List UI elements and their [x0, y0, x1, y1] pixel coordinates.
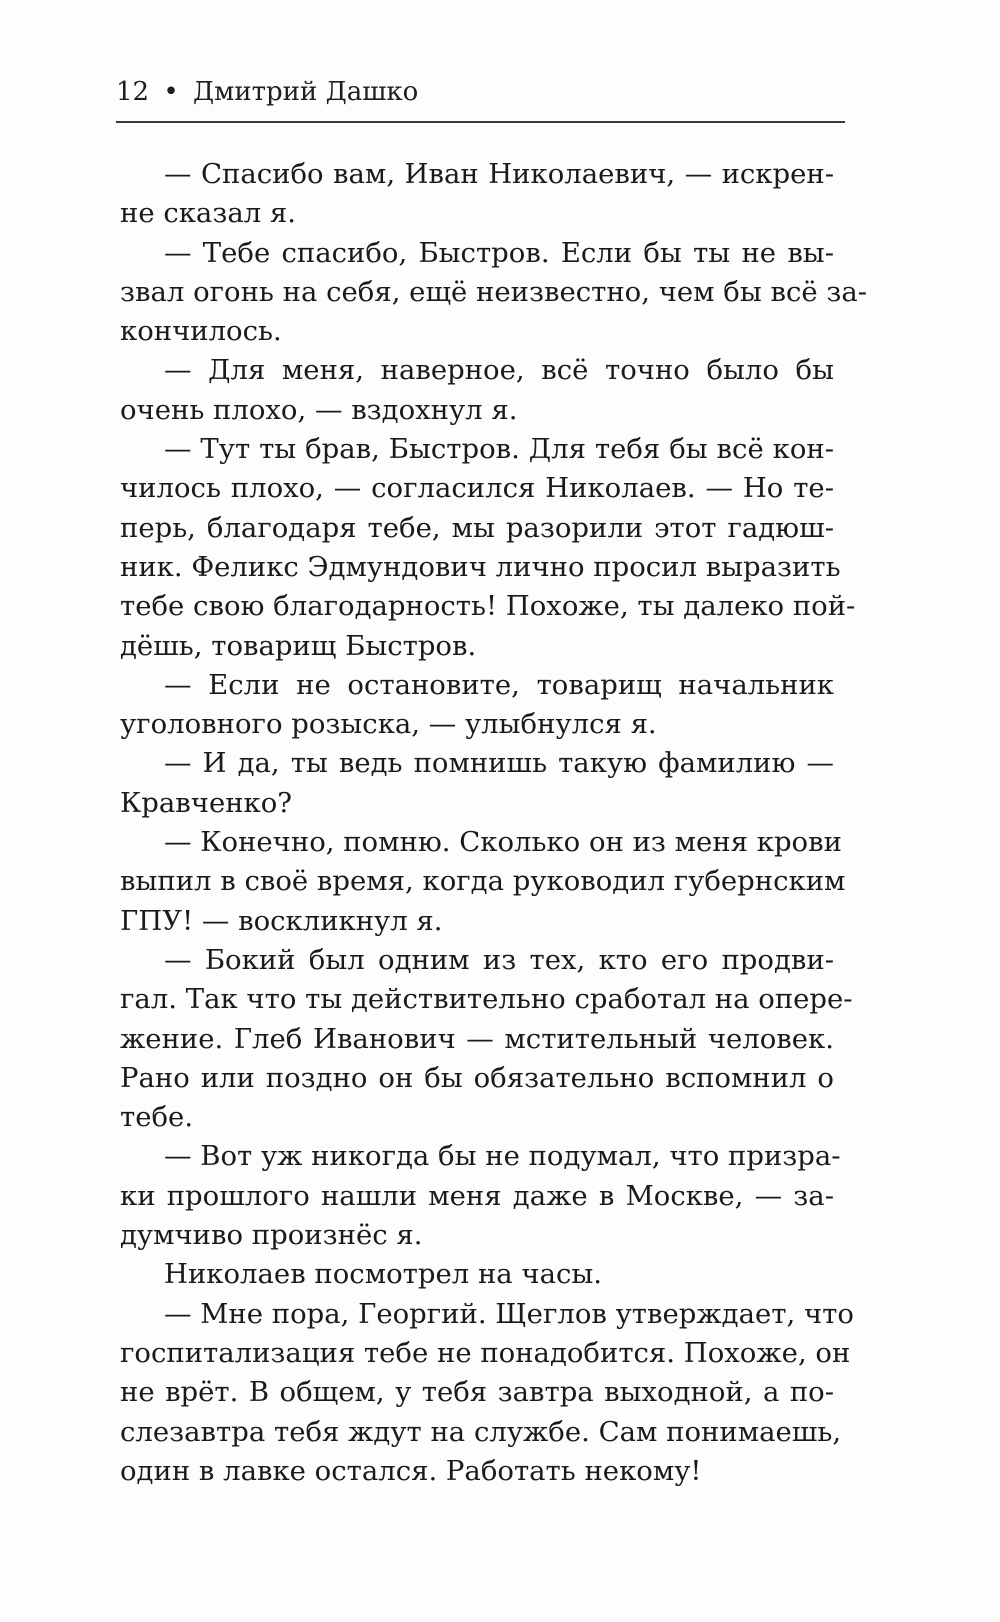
- page-number: 12: [116, 77, 150, 107]
- text-line: — И да, ты ведь помнишь такую фамилию —: [164, 747, 834, 780]
- text-line: — Для меня, наверное, всё точно было бы: [164, 354, 834, 387]
- text-line: ки прошлого нашли меня даже в Москве, — за-: [120, 1179, 834, 1212]
- text-line: жение. Глеб Иванович — мстительный человек.: [120, 1022, 834, 1055]
- text-line: один в лавке остался. Работать некому!: [120, 1454, 702, 1487]
- text-line: ГПУ! — воскликнул я.: [120, 904, 443, 937]
- text-line: перь, благодаря тебе, мы разорили этот гадюш-: [120, 511, 834, 544]
- text-line: тебе.: [120, 1101, 194, 1134]
- running-header: [116, 74, 418, 110]
- text-line: Кравченко?: [120, 786, 293, 819]
- text-line: очень плохо, — вздохнул я.: [120, 393, 518, 426]
- text-line: — Спасибо вам, Иван Николаевич, — искрен-: [164, 158, 834, 190]
- text-line: чилось плохо, — согласился Николаев. — Но те-: [120, 472, 834, 505]
- text-line: — Бокий был одним из тех, кто его продви-: [164, 943, 834, 976]
- text-line: — Мне пора, Георгий. Щеглов утверждает, что: [164, 1297, 854, 1330]
- text-line: звал огонь на себя, ещё неизвестно, чем бы всё за-: [120, 275, 868, 308]
- text-line: уголовного розыска, — улыбнулся я.: [120, 708, 657, 741]
- text-line: Николаев посмотрел на часы.: [164, 1258, 603, 1291]
- text-line: — Конечно, помню. Сколько он из меня крови: [164, 826, 842, 859]
- text-line: выпил в своё время, когда руководил губернским: [120, 865, 846, 898]
- body-text: [120, 155, 868, 1491]
- text-line: не сказал я.: [120, 197, 297, 230]
- text-line: ник. Феликс Эдмундович лично просил выразить: [120, 550, 841, 583]
- text-line: госпитализация тебе не понадобится. Похоже, он: [120, 1336, 851, 1369]
- text-line: думчиво произнёс я.: [120, 1219, 423, 1252]
- text-line: — Если не остановите, товарищ начальник: [164, 668, 834, 701]
- text-line: — Тебе спасибо, Быстров. Если бы ты не вы-: [164, 236, 834, 269]
- text-line: — Тут ты брав, Быстров. Для тебя бы всё кон-: [164, 433, 834, 466]
- header-separator: •: [163, 77, 179, 107]
- text-line: тебе свою благодарность! Похоже, ты далеко пой-: [120, 590, 856, 623]
- text-line: Рано или поздно он бы обязательно вспомнил о: [120, 1061, 834, 1094]
- text-line: дёшь, товарищ Быстров.: [120, 629, 477, 662]
- text-line: не врёт. В общем, у тебя завтра выходной, а по-: [120, 1376, 834, 1409]
- header-rule: [116, 121, 845, 123]
- text-line: слезавтра тебя ждут на службе. Сам понимаешь,: [120, 1415, 842, 1448]
- author-name: Дмитрий Дашко: [192, 77, 419, 107]
- text-line: гал. Так что ты действительно сработал на опере-: [120, 983, 853, 1016]
- text-line: кончилось.: [120, 315, 282, 348]
- text-line: — Вот уж никогда бы не подумал, что призра-: [164, 1140, 841, 1173]
